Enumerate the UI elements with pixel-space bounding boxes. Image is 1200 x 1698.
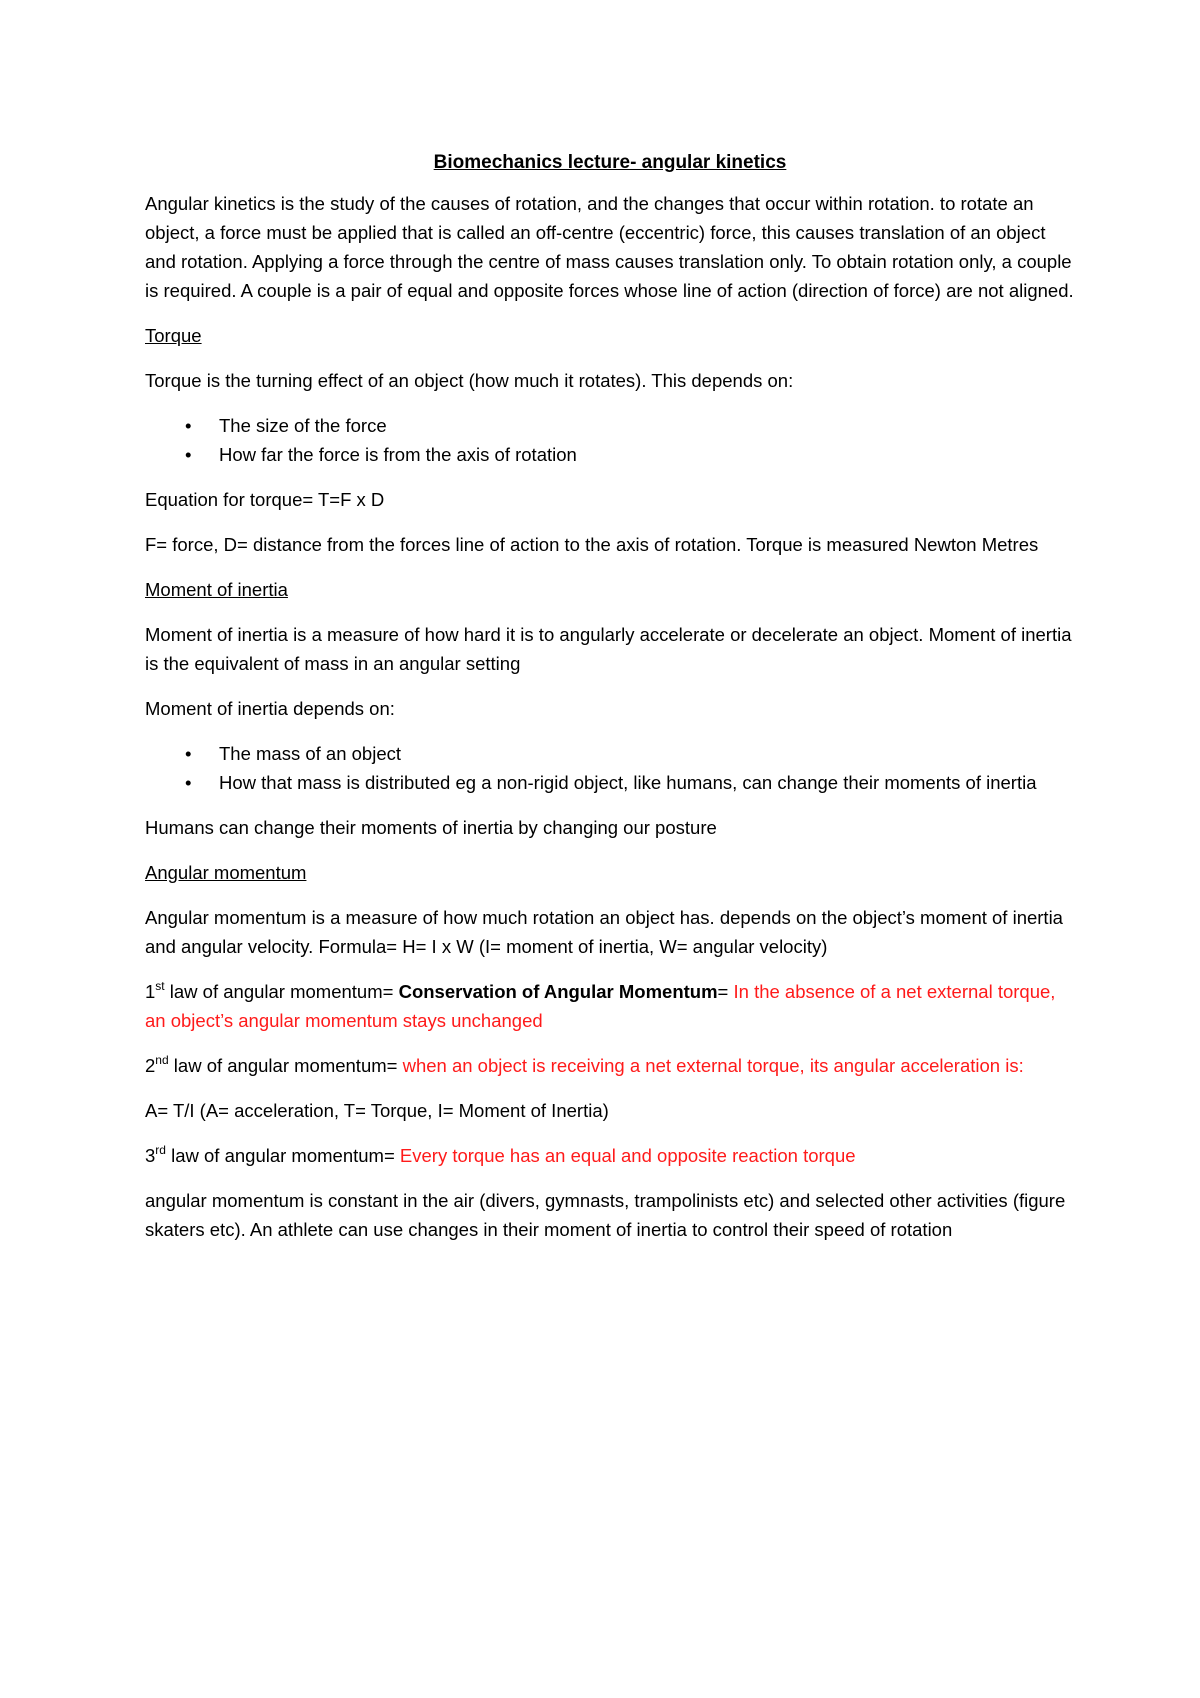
law-number: 2 (145, 1055, 156, 1076)
law-number: 3 (145, 1145, 156, 1166)
list-item (145, 768, 1075, 797)
list-item-text: The size of the force (219, 415, 387, 436)
momentum-definition: Angular momentum is a measure of how much rotation an object has. depends on the object’s moment of inertia and angular velocity. Formula= H= I x W (I= moment of inertia, W= angular velocity) (145, 907, 1063, 957)
list-item (145, 411, 1075, 440)
bullet-icon: • (185, 415, 192, 436)
law-ordinal: rd (155, 1143, 166, 1157)
page-title: Biomechanics lecture- angular kinetics (433, 152, 787, 173)
torque-heading: Torque (145, 325, 202, 346)
torque-bullet-list (145, 411, 1075, 469)
inertia-bullet-list (145, 739, 1075, 797)
torque-definition: Torque is the turning effect of an object (how much it rotates). This depends on: (145, 370, 794, 391)
inertia-note: Humans can change their moments of inertia by changing our posture (145, 817, 717, 838)
closing-paragraph: angular momentum is constant in the air (divers, gymnasts, trampolinists etc) and selected other activities (figure skaters etc). An athlete can use changes in their moment of inertia to control their speed of rotation (145, 1190, 1066, 1240)
list-item-text: How that mass is distributed eg a non-rigid object, like humans, can change their moments of inertia (219, 772, 1037, 793)
inertia-depends: Moment of inertia depends on: (145, 698, 395, 719)
list-item (145, 440, 1075, 469)
bullet-icon: • (185, 772, 192, 793)
torque-equation: Equation for torque= T=F x D (145, 489, 385, 510)
list-item-text: The mass of an object (219, 743, 402, 764)
law-number: 1 (145, 981, 156, 1002)
list-item (145, 739, 1075, 768)
acceleration-formula: A= T/I (A= acceleration, T= Torque, I= Moment of Inertia) (145, 1100, 609, 1121)
law-prefix: law of angular momentum= (165, 1145, 400, 1166)
law-red-text: when an object is receiving a net external torque, its angular acceleration is: (402, 1055, 1024, 1076)
bullet-icon: • (185, 743, 192, 764)
first-law (145, 977, 1075, 1035)
third-law (145, 1141, 1075, 1170)
inertia-heading: Moment of inertia (145, 579, 288, 600)
second-law (145, 1051, 1075, 1080)
intro-paragraph: Angular kinetics is the study of the causes of rotation, and the changes that occur within rotation. to rotate an object, a force must be applied that is called an off-centre (eccentric) force, this causes translation of an object and rotation. Applying a force through the centre of mass causes translation only. To obtain rotation only, a couple is required. A couple is a pair of equal and opposite forces whose line of action (direction of force) are not aligned. (145, 193, 1074, 301)
law-prefix: law of angular momentum= (168, 1055, 403, 1076)
inertia-definition: Moment of inertia is a measure of how hard it is to angularly accelerate or decelerate an object. Moment of inertia is the equivalent of mass in an angular setting (145, 624, 1072, 674)
momentum-heading: Angular momentum (145, 862, 307, 883)
law-separator: = (717, 981, 734, 1002)
document-page (145, 148, 1075, 1260)
list-item-text: How far the force is from the axis of rotation (219, 444, 577, 465)
law-red-text: Every torque has an equal and opposite reaction torque (399, 1145, 856, 1166)
law-red-text: In the absence of a net external torque, an object’s angular momentum stays unchanged (145, 981, 1056, 1031)
torque-explanation: F= force, D= distance from the forces line of action to the axis of rotation. Torque is measured Newton Metres (145, 534, 1039, 555)
law-ordinal: st (155, 979, 165, 993)
law-ordinal: nd (155, 1053, 169, 1067)
law-prefix: law of angular momentum= (164, 981, 399, 1002)
bullet-icon: • (185, 444, 192, 465)
law-bold-name: Conservation of Angular Momentum (398, 981, 718, 1002)
